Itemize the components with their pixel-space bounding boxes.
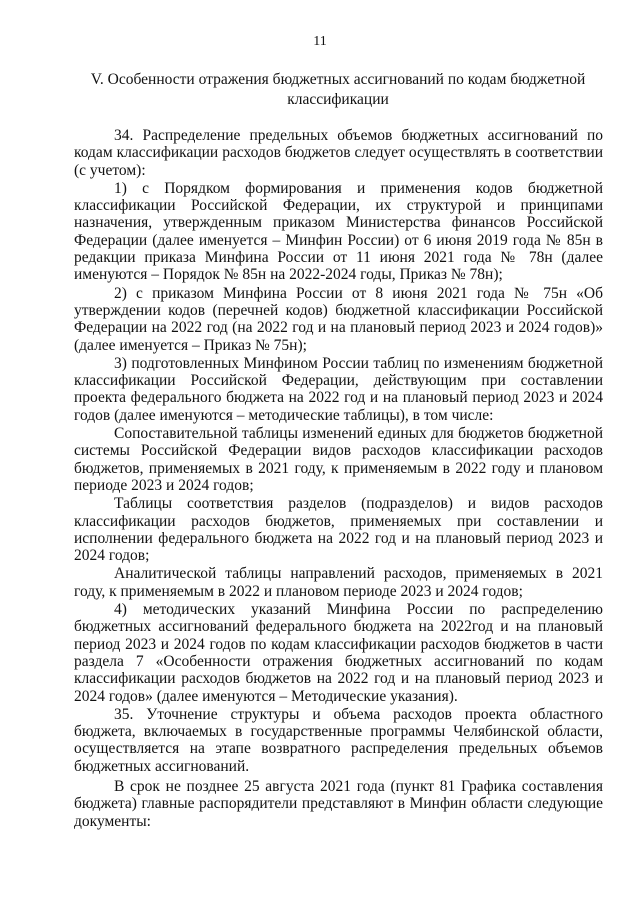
list-item-4: 4) методических указаний Минфина России по распределению бюджетных ассигнований федерального бюджета на 2022год и на плановый период 2023 и 2024 годов по кодам классификации расходов бюджетов в части раздела 7 «Особенности отражения бюджетных ассигнований по кодам классификации расходов бюджетов на 2022 год и на плановый период 2023 и 2024 годов» (далее именуются – Методические указания). [74,601,603,705]
sub-item-comparison-table: Сопоставительной таблицы изменений единых для бюджетов бюджетной системы Российской Федерации видов расходов классификации расходов бюджетов, применяемых в 2021 году, к применяемым в 2022 году и плановом периоде 2023 и 2024 годов; [74,425,603,494]
page-number: 11 [313,34,327,49]
section-heading: V. Особенности отражения бюджетных ассигнований по кодам бюджетной классификации [90,71,586,108]
paragraph-34: 34. Распределение предельных объемов бюджетных ассигнований по кодам классификации расходов бюджетов следует осуществлять в соответствии (с учетом): [74,127,603,179]
list-item-2: 2) с приказом Минфина России от 8 июня 2021 года № 75н «Об утверждении кодов (перечней кодов) бюджетной классификации Российской Федерации на 2022 год (на 2022 год и на плановый период 2023 и 2024 годов)» (далее именуется – Приказ № 75н); [74,284,603,354]
sub-item-correspondence-tables: Таблицы соответствия разделов (подразделов) и видов расходов классификации расходов бюджетов, применяемых при составлении и исполнении федерального бюджета на 2022 год и на плановый период 2023 и 2024 годов; [74,495,603,565]
list-item-1: 1) с Порядком формирования и применения кодов бюджетной классификации Российской Федерации, их структурой и принципами назначения, утвержденным приказом Министерства финансов Российской Федерации (далее именуется – Минфин России) от 6 июня 2019 года № 85н в редакции приказа Минфина России от 11 июня 2021 года № 78н (далее именуются – Порядок № 85н на 2022-2024 годы, Приказ № 78н); [74,179,603,284]
paragraph-35: 35. Уточнение структуры и объема расходов проекта областного бюджета, включаемых в государственные программы Челябинской области, осуществляется на этапе возвратного распределения предельных объемов бюджетных ассигнований. [74,705,603,775]
sub-item-analytical-table: Аналитической таблицы направлений расходов, применяемых в 2021 году, к применяемым в 2022 и плановом периоде 2023 и 2024 годов; [74,565,603,600]
document-body [74,127,603,830]
list-item-3: 3) подготовленных Минфином России таблиц по изменениям бюджетной классификации Российской Федерации, действующим при составлении проекта федерального бюджета на 2022 год и на плановый период 2023 и 2024 годов (далее именуются – методические таблицы), в том числе: [74,354,603,424]
paragraph-deadline: В срок не позднее 25 августа 2021 года (пункт 81 Графика составления бюджета) главные распорядители представляют в Минфин области следующие документы: [74,777,603,830]
